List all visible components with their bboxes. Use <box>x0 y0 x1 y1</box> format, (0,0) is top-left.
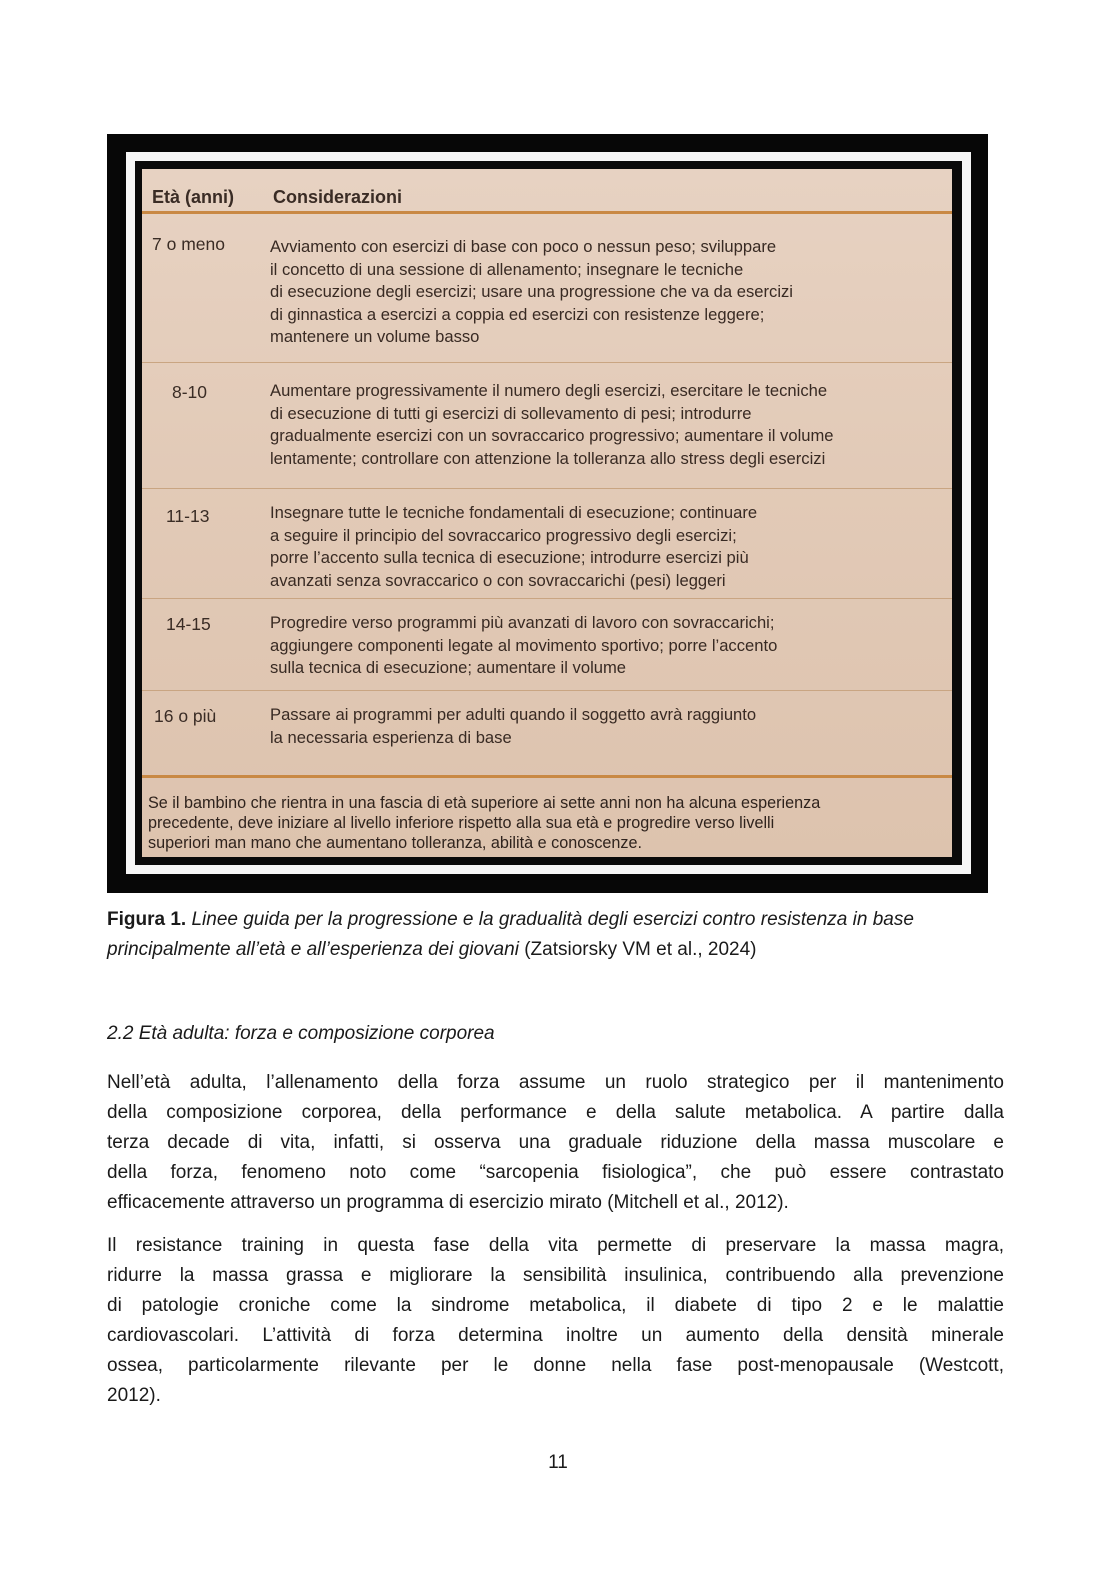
row-age: 16 o più <box>154 706 217 726</box>
row-considerations <box>270 502 950 592</box>
header-considerations: Considerazioni <box>273 187 403 207</box>
figure-image-frame <box>107 134 988 893</box>
row-considerations <box>270 236 950 349</box>
footnote-line: Se il bambino che rientra in una fascia di età superiore ai sette anni non ha alcuna esperienza <box>148 794 821 812</box>
paragraph-line: della composizione corporea, della performance e della salute metabolica. A partire dalla <box>107 1102 1004 1123</box>
paragraph-line: efficacemente attraverso un programma di esercizio mirato (Mitchell et al., 2012). <box>107 1192 789 1213</box>
paragraph-line: ossea, particolarmente rilevante per le donne nella fase post-menopausale (Westcott, <box>107 1355 1004 1376</box>
paragraph <box>107 1231 1004 1411</box>
caption-label: Figura 1. <box>107 909 187 930</box>
row-line: avanzati senza sovraccarico o con sovraccarichi (pesi) leggeri <box>270 570 726 590</box>
figure-inner-border <box>135 161 962 865</box>
paragraph-line: Il resistance training in questa fase della vita permette di preservare la massa magra, <box>107 1235 1004 1256</box>
row-line: mantenere un volume basso <box>270 327 480 346</box>
note-divider <box>142 775 952 778</box>
row-age: 8-10 <box>172 382 208 402</box>
table-row <box>142 488 952 599</box>
table-row <box>142 690 952 772</box>
figure-mat <box>126 152 971 874</box>
table-header-row <box>142 169 952 214</box>
page-number: 11 <box>548 1452 568 1473</box>
caption-citation: (Zatsiorsky VM et al., 2024) <box>524 939 757 960</box>
paragraph-line: 2012). <box>107 1385 161 1406</box>
row-considerations <box>270 704 950 749</box>
row-line: Progredire verso programmi più avanzati di lavoro con sovraccarichi; <box>270 613 775 632</box>
row-line: di esecuzione degli esercizi; usare una progressione che va da esercizi <box>270 282 793 301</box>
paragraph-line: Nell’età adulta, l’allenamento della forza assume un ruolo strategico per il mantenimento <box>107 1072 1004 1093</box>
row-age: 14-15 <box>166 614 211 634</box>
row-considerations <box>270 612 950 680</box>
guidelines-table-photo <box>142 169 952 857</box>
paragraph-line: della forza, fenomeno noto come “sarcopenia fisiologica”, che può essere contrastato <box>107 1162 1004 1183</box>
table-footnote <box>148 793 948 853</box>
paragraph-line: di patologie croniche come la sindrome metabolica, il diabete di tipo 2 e le malattie <box>107 1295 1004 1316</box>
paragraph-line: terza decade di vita, infatti, si osserva una graduale riduzione della massa muscolare e <box>107 1132 1004 1153</box>
row-line: Passare ai programmi per adulti quando il soggetto avrà raggiunto <box>270 705 757 724</box>
header-age: Età (anni) <box>152 187 235 207</box>
paragraph-line: ridurre la massa grassa e migliorare la sensibilità insulinica, contribuendo alla prevenzione <box>107 1265 1004 1286</box>
row-line: gradualmente esercizi con un sovraccarico progressivo; aumentare il volume <box>270 426 834 445</box>
row-line: il concetto di una sessione di allenamento; insegnare le tecniche <box>270 259 744 279</box>
row-line: la necessaria esperienza di base <box>270 727 512 747</box>
row-line: Insegnare tutte le tecniche fondamentali di esecuzione; continuare <box>270 503 758 522</box>
row-line: di ginnastica a esercizi a coppia ed esercizi con resistenze leggere; <box>270 304 765 324</box>
footnote-line: superiori man mano che aumentano tolleranza, abilità e conoscenze. <box>148 834 643 852</box>
paragraph-line: cardiovascolari. L’attività di forza determina inoltre un aumento della densità minerale <box>107 1325 1004 1346</box>
row-line: porre l’accento sulla tecnica di esecuzione; introdurre esercizi più <box>270 548 749 567</box>
footnote-line: precedente, deve iniziare al livello inferiore rispetto alla sua età e progredire verso livelli <box>148 814 775 832</box>
row-line: di esecuzione di tutti gi esercizi di sollevamento di pesi; introdurre <box>270 403 752 423</box>
table-row <box>142 598 952 691</box>
row-age: 7 o meno <box>152 234 225 254</box>
row-age: 11-13 <box>166 506 210 526</box>
figure-caption <box>107 905 1007 965</box>
row-line: Avviamento con esercizi di base con poco o nessun peso; sviluppare <box>270 237 777 256</box>
row-considerations <box>270 380 950 470</box>
table-row <box>142 214 952 363</box>
row-line: a seguire il principio del sovraccarico progressivo degli esercizi; <box>270 525 737 545</box>
section-heading: 2.2 Età adulta: forza e composizione corporea <box>107 1023 495 1044</box>
caption-text: Linee guida per la progressione e la gradualità degli esercizi contro resistenza in base principalmente all’età e all’esperienza dei giovani <box>107 909 914 960</box>
paragraph <box>107 1068 1004 1218</box>
row-line: aggiungere componenti legate al movimento sportivo; porre l’accento <box>270 635 778 655</box>
table-row <box>142 362 952 489</box>
row-line: Aumentare progressivamente il numero degli esercizi, esercitare le tecniche <box>270 381 828 400</box>
row-line: lentamente; controllare con attenzione la tolleranza allo stress degli esercizi <box>270 448 826 468</box>
row-line: sulla tecnica di esecuzione; aumentare il volume <box>270 658 627 677</box>
